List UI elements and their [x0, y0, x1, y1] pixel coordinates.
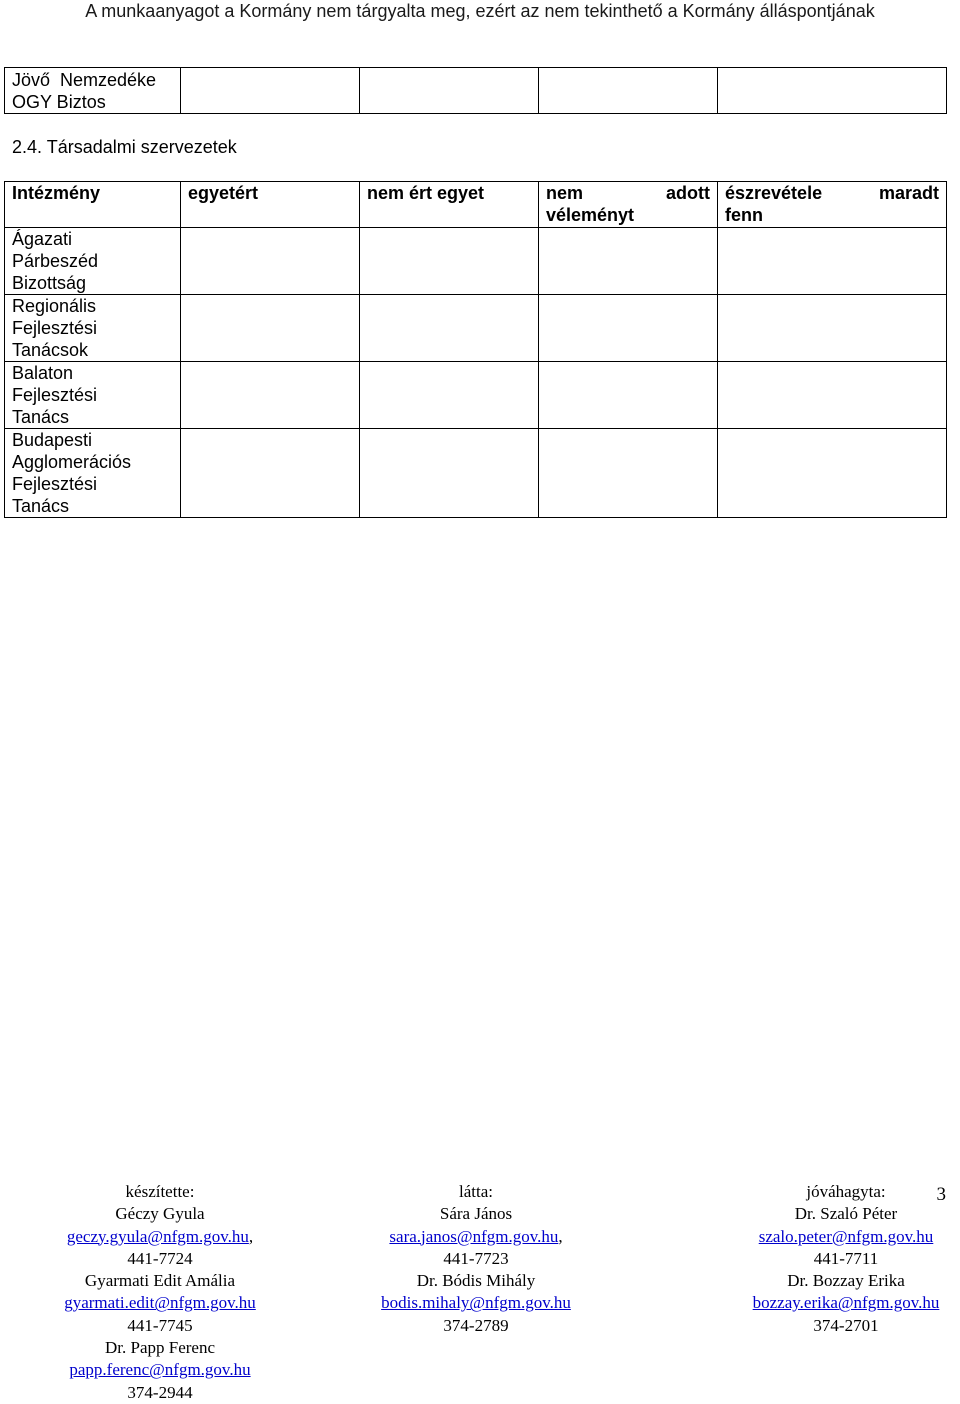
email-link[interactable]: geczy.gyula@nfgm.gov.hu [66, 1226, 249, 1246]
empty-cell [360, 429, 539, 518]
empty-cell [360, 295, 539, 362]
table-row [5, 228, 947, 295]
person-name: Dr. Bozzay Erika [787, 1271, 905, 1291]
cell-line: Budapesti [12, 430, 93, 450]
cell-line: Párbeszéd [12, 251, 99, 271]
table-row [5, 429, 947, 518]
header-notice: A munkaanyagot a Kormány nem tárgyalta meg, ezért az nem tekinthető a Kormány álláspontjának [85, 1, 875, 21]
empty-cell [718, 228, 947, 295]
cell-line: Fejlesztési [12, 474, 98, 494]
empty-cell [360, 228, 539, 295]
phone-number: 441-7711 [813, 1248, 879, 1268]
empty-cell [539, 429, 718, 518]
cell-line: Tanács [12, 407, 70, 427]
empty-cell [181, 362, 360, 429]
header-disagree: nem ért egyet [360, 182, 539, 228]
approved-by-block [736, 1181, 956, 1337]
organizations-table [4, 181, 947, 518]
phone-number: 441-7724 [127, 1248, 193, 1268]
empty-cell [539, 295, 718, 362]
person-name: Dr. Papp Ferenc [104, 1338, 215, 1358]
person-name: Sára János [439, 1204, 513, 1224]
cell-line: Fejlesztési [12, 385, 98, 405]
phone-number: 374-2789 [443, 1315, 509, 1335]
header-institution: Intézmény [5, 182, 181, 228]
institution-cell [5, 429, 181, 518]
top-table [4, 67, 947, 114]
cell-line: Tanácsok [12, 340, 89, 360]
phone-number: 374-2944 [127, 1382, 193, 1402]
header-agree: egyetért [181, 182, 360, 228]
empty-cell [181, 68, 360, 114]
institution-cell [5, 362, 181, 429]
email-link[interactable]: bozzay.erika@nfgm.gov.hu [752, 1293, 940, 1313]
cell-line: Bizottság [12, 273, 87, 293]
empty-cell [181, 429, 360, 518]
prepared-label: készítette: [125, 1182, 195, 1201]
seen-by-block [366, 1181, 586, 1337]
empty-cell [718, 362, 947, 429]
table-row [5, 362, 947, 429]
row-label-line: OGY Biztos [12, 92, 106, 112]
email-link[interactable]: papp.ferenc@nfgm.gov.hu [69, 1360, 251, 1380]
table-row [5, 295, 947, 362]
separator: , [558, 1226, 563, 1246]
institution-cell [5, 295, 181, 362]
empty-cell [539, 68, 718, 114]
phone-number: 441-7745 [127, 1315, 193, 1335]
approved-label: jóváhagyta: [806, 1182, 886, 1201]
empty-cell [360, 362, 539, 429]
section-title: 2.4. Társadalmi szervezetek [12, 137, 237, 157]
header-text: véleményt [546, 205, 635, 225]
person-name: Dr. Szaló Péter [794, 1204, 898, 1224]
header-remark [718, 182, 947, 228]
cell-line: Ágazati [12, 229, 73, 249]
header-text: maradt [878, 183, 939, 203]
person-name: Gyarmati Edit Amália [84, 1271, 236, 1291]
phone-number: 441-7723 [443, 1248, 509, 1268]
phone-number: 374-2701 [813, 1315, 879, 1335]
empty-cell [539, 228, 718, 295]
prepared-by-block [50, 1181, 270, 1404]
seen-label: látta: [459, 1182, 493, 1201]
empty-cell [360, 68, 539, 114]
header-text: fenn [725, 205, 763, 225]
cell-line: Regionális [12, 296, 97, 316]
signature-footer [0, 1181, 960, 1402]
person-name: Dr. Bódis Mihály [416, 1271, 536, 1291]
row-label-line: Jövő Nemzedéke [12, 70, 157, 90]
table-header-row [5, 182, 947, 228]
empty-cell [718, 295, 947, 362]
email-link[interactable]: szalo.peter@nfgm.gov.hu [758, 1226, 934, 1246]
header-text: adott [666, 183, 710, 203]
header-text: észrevétele [725, 183, 823, 203]
cell-line: Fejlesztési [12, 318, 98, 338]
empty-cell [539, 362, 718, 429]
institution-cell [5, 228, 181, 295]
separator: , [248, 1226, 254, 1246]
cell-line: Balaton [12, 363, 74, 383]
email-link[interactable]: sara.janos@nfgm.gov.hu [389, 1226, 559, 1246]
email-link[interactable]: bodis.mihaly@nfgm.gov.hu [381, 1293, 571, 1313]
table-row [5, 68, 947, 114]
cell-line: Tanács [12, 496, 70, 516]
header-no-opinion [539, 182, 718, 228]
header-text: nem [546, 183, 584, 203]
cell-line: Agglomerációs [12, 452, 132, 472]
empty-cell [181, 228, 360, 295]
institution-cell [5, 68, 181, 114]
person-name: Géczy Gyula [115, 1204, 205, 1224]
email-link[interactable]: gyarmati.edit@nfgm.gov.hu [64, 1293, 256, 1313]
empty-cell [181, 295, 360, 362]
empty-cell [718, 68, 947, 114]
empty-cell [718, 429, 947, 518]
page-number: 3 [936, 1184, 946, 1205]
